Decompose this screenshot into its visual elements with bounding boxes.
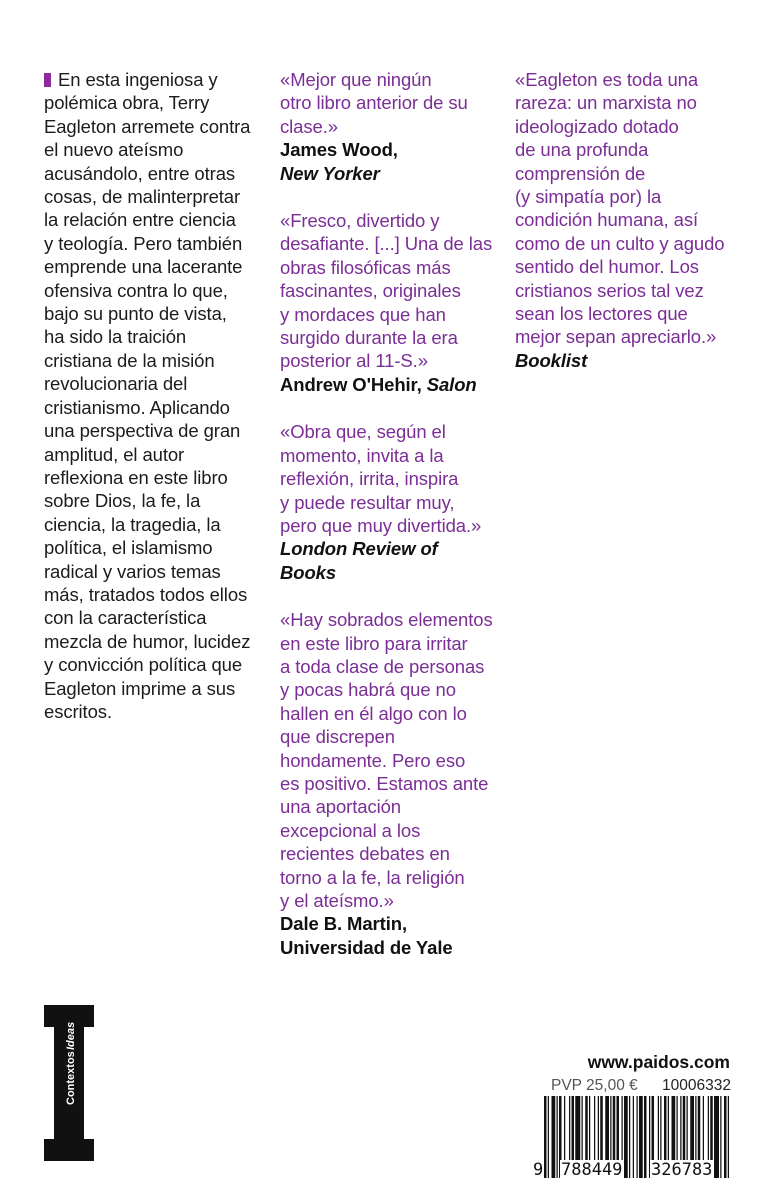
contextos-ideas-logo [44, 1005, 94, 1161]
review-quote [280, 209, 495, 396]
logo-collection-label: Ideas [65, 1021, 77, 1050]
description-body: En esta ingeniosa y polémica obra, Terry Eagleton arremete contra el nuevo ateísmo acusándolo, entre otras cosas, de malinterpretar la relación entre ciencia y teología. Pero también emprende una lacerante ofensiva contra lo que, bajo su punto de vista, ha sido la traición cristiana de la misión revolucionaria del cristianismo. Aplicando una perspectiva de gran amplitud, el autor reflexiona en este libro sobre Dios, la fe, la ciencia, la tragedia, la política, el islamismo radical y varios temas más, tratados todos ellos con la característica mezcla de humor, lucidez y convicción política que Eagleton imprime a sus escritos. [44, 69, 251, 722]
publisher-website: www.paidos.com [587, 1052, 730, 1072]
review-quote [280, 420, 495, 584]
price-row [551, 1077, 731, 1095]
reviews-column-right [515, 68, 745, 396]
ean-digit-group-right: 326783 [651, 1160, 713, 1180]
review-author: James Wood, [280, 139, 398, 161]
review-author: Dale B. Martin, Universidad de Yale [280, 913, 453, 958]
description-column [44, 68, 259, 723]
ean-digits [532, 1160, 732, 1184]
review-text: «Fresco, divertido y desafiante. [...] Una de las obras filosóficas más fascinantes, originales y mordaces que han surgido durante la era posterior al 11-S.» [280, 210, 493, 372]
ean-digit-first: 9 [533, 1160, 544, 1180]
review-source: Salon [426, 373, 477, 395]
review-text: «Hay sobrados elementos en este libro para irritar a toda clase de personas y pocas habrá que no hallen en él algo con lo que discrepen hondamente. Pero eso es positivo. Estamos ante una aportación excepcional a los recientes debates en torno a la fe, la religión y el ateísmo.» [280, 609, 493, 911]
review-attribution [280, 373, 495, 396]
logo-series-label: Contextos [65, 1051, 77, 1105]
ean-digit-group-left: 788449 [561, 1160, 623, 1180]
review-quote [280, 68, 495, 185]
review-source: London Review of Books [280, 538, 438, 583]
review-text: «Obra que, según el momento, invita a la reflexión, irrita, inspira y puede resultar muy, pero que muy divertida.» [280, 421, 482, 536]
review-text: «Eagleton es toda una rareza: un marxista no ideologizado dotado de una profunda comprensión de (y simpatía por) la condición humana, así como de un culto y agudo sentido del humor. Los cristianos serios tal vez sean los lectores que mejor sepan apreciarlo.» [515, 69, 725, 348]
review-quote [515, 68, 745, 372]
review-text: «Mejor que ningún otro libro anterior de su clase.» [280, 69, 468, 137]
price-label: PVP 25,00 € [551, 1077, 638, 1094]
review-quote [280, 608, 495, 959]
reviews-column-middle [280, 68, 495, 983]
description-text [44, 68, 259, 723]
review-source: New Yorker [280, 162, 380, 184]
review-source: Booklist [515, 349, 588, 371]
product-code: 10006332 [662, 1077, 731, 1094]
bullet-square-icon [44, 73, 51, 87]
review-author: Andrew O'Hehir, [280, 373, 422, 395]
